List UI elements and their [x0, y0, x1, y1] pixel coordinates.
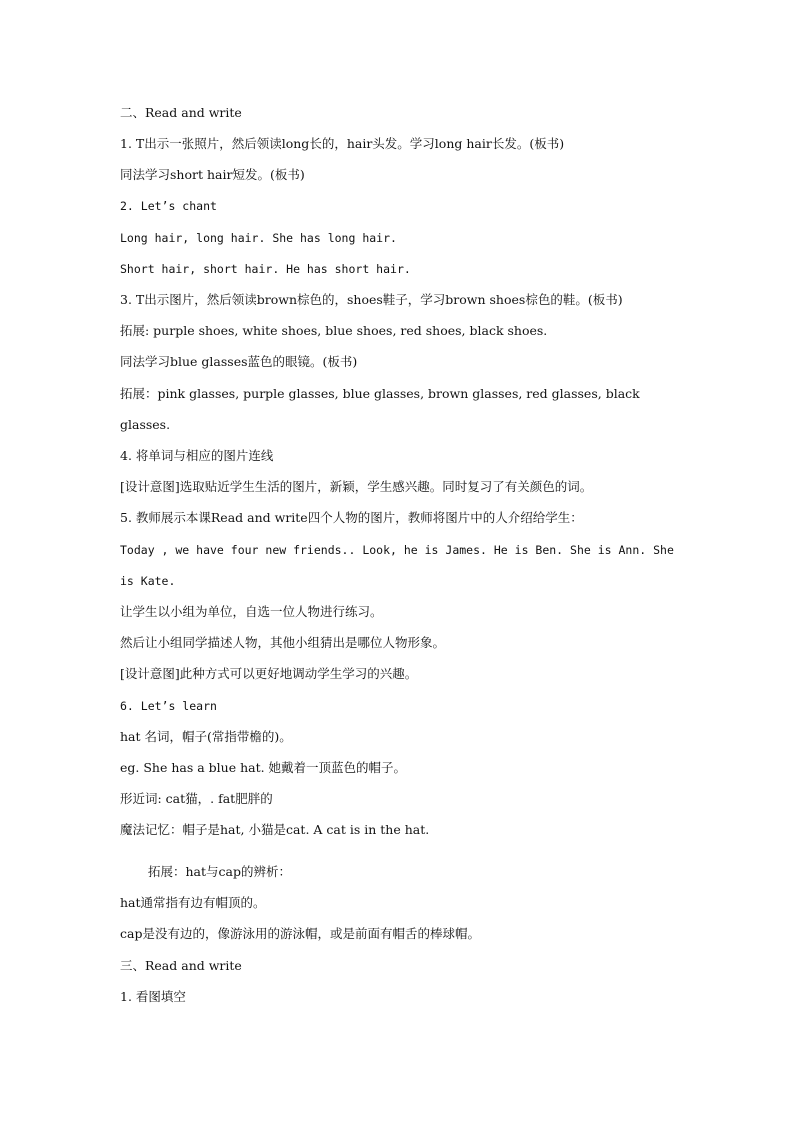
hat-example: eg. She has a blue hat. 她戴着一顶蓝色的帽子。	[120, 760, 407, 775]
extension-glasses: 拓展：pink glasses, purple glasses, blue glasses, brown glasses, red glasses, black	[120, 386, 640, 401]
section-heading-read-and-write: 二、Read and write	[120, 105, 242, 120]
group-describe: 然后让小组同学描述人物，其他小组猜出是哪位人物形象。	[120, 635, 446, 650]
design-intent-1: [设计意图]选取贴近学生生活的图片，新颖，学生感兴趣。同时复习了有关颜色的词。	[120, 479, 593, 494]
hat-cap-distinction: 拓展：hat与cap的辨析：	[148, 864, 291, 879]
step-2-heading: 2. Let’s chant	[120, 199, 217, 213]
section-heading-read-and-write-3: 三、Read and write	[120, 958, 242, 973]
step-1-continued: 同法学习short hair短发。(板书)	[120, 167, 305, 182]
fill-in-picture: 1. 看图填空	[120, 989, 186, 1004]
step-3-text: 3. T出示图片，然后领读brown棕色的，shoes鞋子，学习brown shoes棕色的鞋。(板书)	[120, 292, 623, 307]
similar-words: 形近词: cat猫，. fat肥胖的	[120, 791, 273, 806]
step-5-text: 5. 教师展示本课Read and write四个人物的图片，教师将图片中的人介绍给学生：	[120, 510, 583, 525]
hat-definition: hat 名词，帽子(常指带檐的)。	[120, 729, 292, 744]
magic-memory: 魔法记忆：帽子是hat, 小猫是cat. A cat is in the hat.	[120, 822, 430, 837]
step-6-heading: 6. Let’s learn	[120, 699, 217, 713]
group-practice: 让学生以小组为单位，自选一位人物进行练习。	[120, 604, 383, 619]
step-4-text: 4. 将单词与相应的图片连线	[120, 448, 274, 463]
chant-line-2: Short hair, short hair. He has short hair.	[120, 262, 411, 276]
extension-glasses-continued: glasses.	[120, 417, 171, 432]
glasses-text: 同法学习blue glasses蓝色的眼镜。(板书)	[120, 354, 358, 369]
hat-usage: hat通常指有边有帽顶的。	[120, 895, 266, 910]
friends-intro: Today , we have four new friends.. Look, he is James. He is Ben. She is Ann. She	[120, 543, 674, 557]
friends-intro-continued: is Kate.	[120, 574, 176, 588]
extension-shoes: 拓展: purple shoes, white shoes, blue shoes, red shoes, black shoes.	[120, 323, 548, 338]
step-1-text: 1. T出示一张照片，然后领读long长的，hair头发。学习long hair长发。(板书)	[120, 136, 565, 151]
chant-line-1: Long hair, long hair. She has long hair.	[120, 231, 397, 245]
cap-usage: cap是没有边的，像游泳用的游泳帽，或是前面有帽舌的棒球帽。	[120, 926, 480, 941]
design-intent-2: [设计意图]此种方式可以更好地调动学生学习的兴趣。	[120, 666, 418, 681]
